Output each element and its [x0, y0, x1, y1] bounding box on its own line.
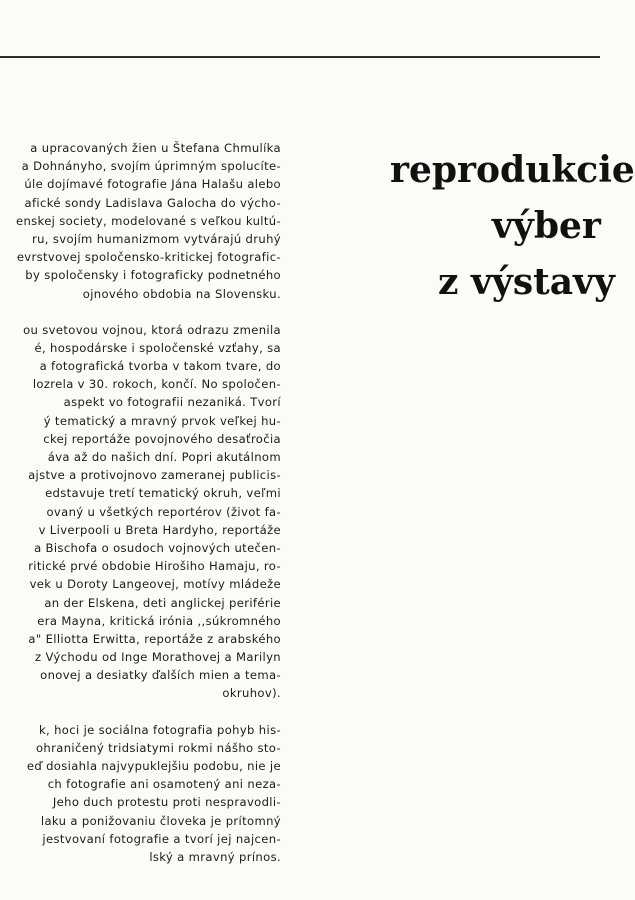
text-line: evrstvovej spoločensko-kritickej fotografic-: [16, 250, 281, 265]
text-line: ou svetovou vojnou, ktorá odrazu zmenila: [23, 322, 281, 337]
text-line: era Mayna, kritická irónia ,,súkromného: [37, 613, 281, 628]
article-body-column: [0, 139, 281, 866]
text-line: lozrela v 30. rokoch, končí. No spoločen-: [32, 377, 281, 392]
text-line: laku a ponižovaniu človeka je prítomný: [40, 813, 281, 828]
text-line: aspekt vo fotografii nezaniká. Tvorí: [63, 395, 281, 410]
text-line: ojnového obdobia na Slovensku.: [82, 286, 281, 301]
heading-line-2: výber: [492, 205, 601, 247]
text-line: a Bischofa o osudoch vojnových utečen-: [34, 540, 281, 555]
text-line: an der Elskena, deti anglickej periférie: [44, 595, 281, 610]
text-line: v Liverpooli u Breta Hardyho, reportáže: [38, 522, 281, 537]
text-line: ch fotografie ani osamotený ani neza-: [47, 777, 281, 792]
text-line: ritické prvé obdobie Hirošiho Hamaju, ro-: [28, 559, 281, 574]
text-line: ckej reportáže povojnového desaťročia: [43, 431, 281, 446]
text-line: jestvovaní fotografie a tvorí jej najcen-: [42, 831, 281, 846]
text-line: eď dosiahla najvypuklejšiu podobu, nie je: [26, 759, 281, 773]
text-line: a fotografická tvorba v takom tvare, do: [39, 359, 281, 374]
text-line: by spoločensky i fotograficky podnetného: [25, 268, 281, 283]
heading-line-1: reprodukcie: [390, 149, 635, 191]
section-heading: [360, 149, 635, 310]
text-line: ajstve a protivojnovo zameranej publicis-: [28, 468, 281, 483]
top-divider-rule: [0, 56, 600, 58]
text-line: z Východu od Inge Morathovej a Marilyn: [34, 650, 281, 665]
heading-line-3: z výstavy: [438, 261, 615, 303]
text-line: áva až do našich dní. Popri akutálnom: [47, 450, 281, 464]
text-line: edstavuje tretí tematický okruh, veľmi: [45, 486, 281, 501]
text-line: a" Elliotta Erwitta, reportáže z arabského: [28, 631, 281, 646]
text-line: ý tematický a mravný prvok veľkej hu-: [43, 413, 281, 428]
text-line: Jeho duch protestu proti nespravodli-: [52, 795, 281, 810]
paragraph-2: [0, 321, 281, 703]
text-line: lský a mravný prínos.: [149, 849, 281, 864]
text-line: enskej society, modelované s veľkou kultú-: [15, 213, 281, 228]
paragraph-3: [0, 721, 281, 867]
text-line: k, hoci je sociálna fotografia pohyb his-: [38, 722, 281, 737]
text-line: a Dohnányho, svojím úprimným spolucíte-: [21, 159, 281, 174]
text-line: é, hospodárske i spoločenské vzťahy, sa: [34, 340, 281, 355]
text-line: ru, svojím humanizmom vytvárajú druhý: [31, 231, 281, 246]
text-line: úle dojímavé fotografie Jána Halašu alebo: [24, 177, 281, 192]
text-line: okruhov).: [222, 686, 281, 701]
text-line: afické sondy Ladislava Galocha do výcho-: [24, 195, 281, 210]
text-line: a upracovaných žien u Štefana Chmulíka: [30, 141, 281, 155]
text-line: ohraničený tridsiatymi rokmi nášho sto-: [35, 740, 281, 755]
text-line: vek u Doroty Langeovej, motívy mládeže: [29, 577, 281, 592]
text-line: ovaný u všetkých reportérov (život fa-: [46, 504, 281, 519]
text-line: onovej a desiatky ďalších mien a tema-: [40, 668, 281, 683]
paragraph-1: [0, 139, 281, 303]
